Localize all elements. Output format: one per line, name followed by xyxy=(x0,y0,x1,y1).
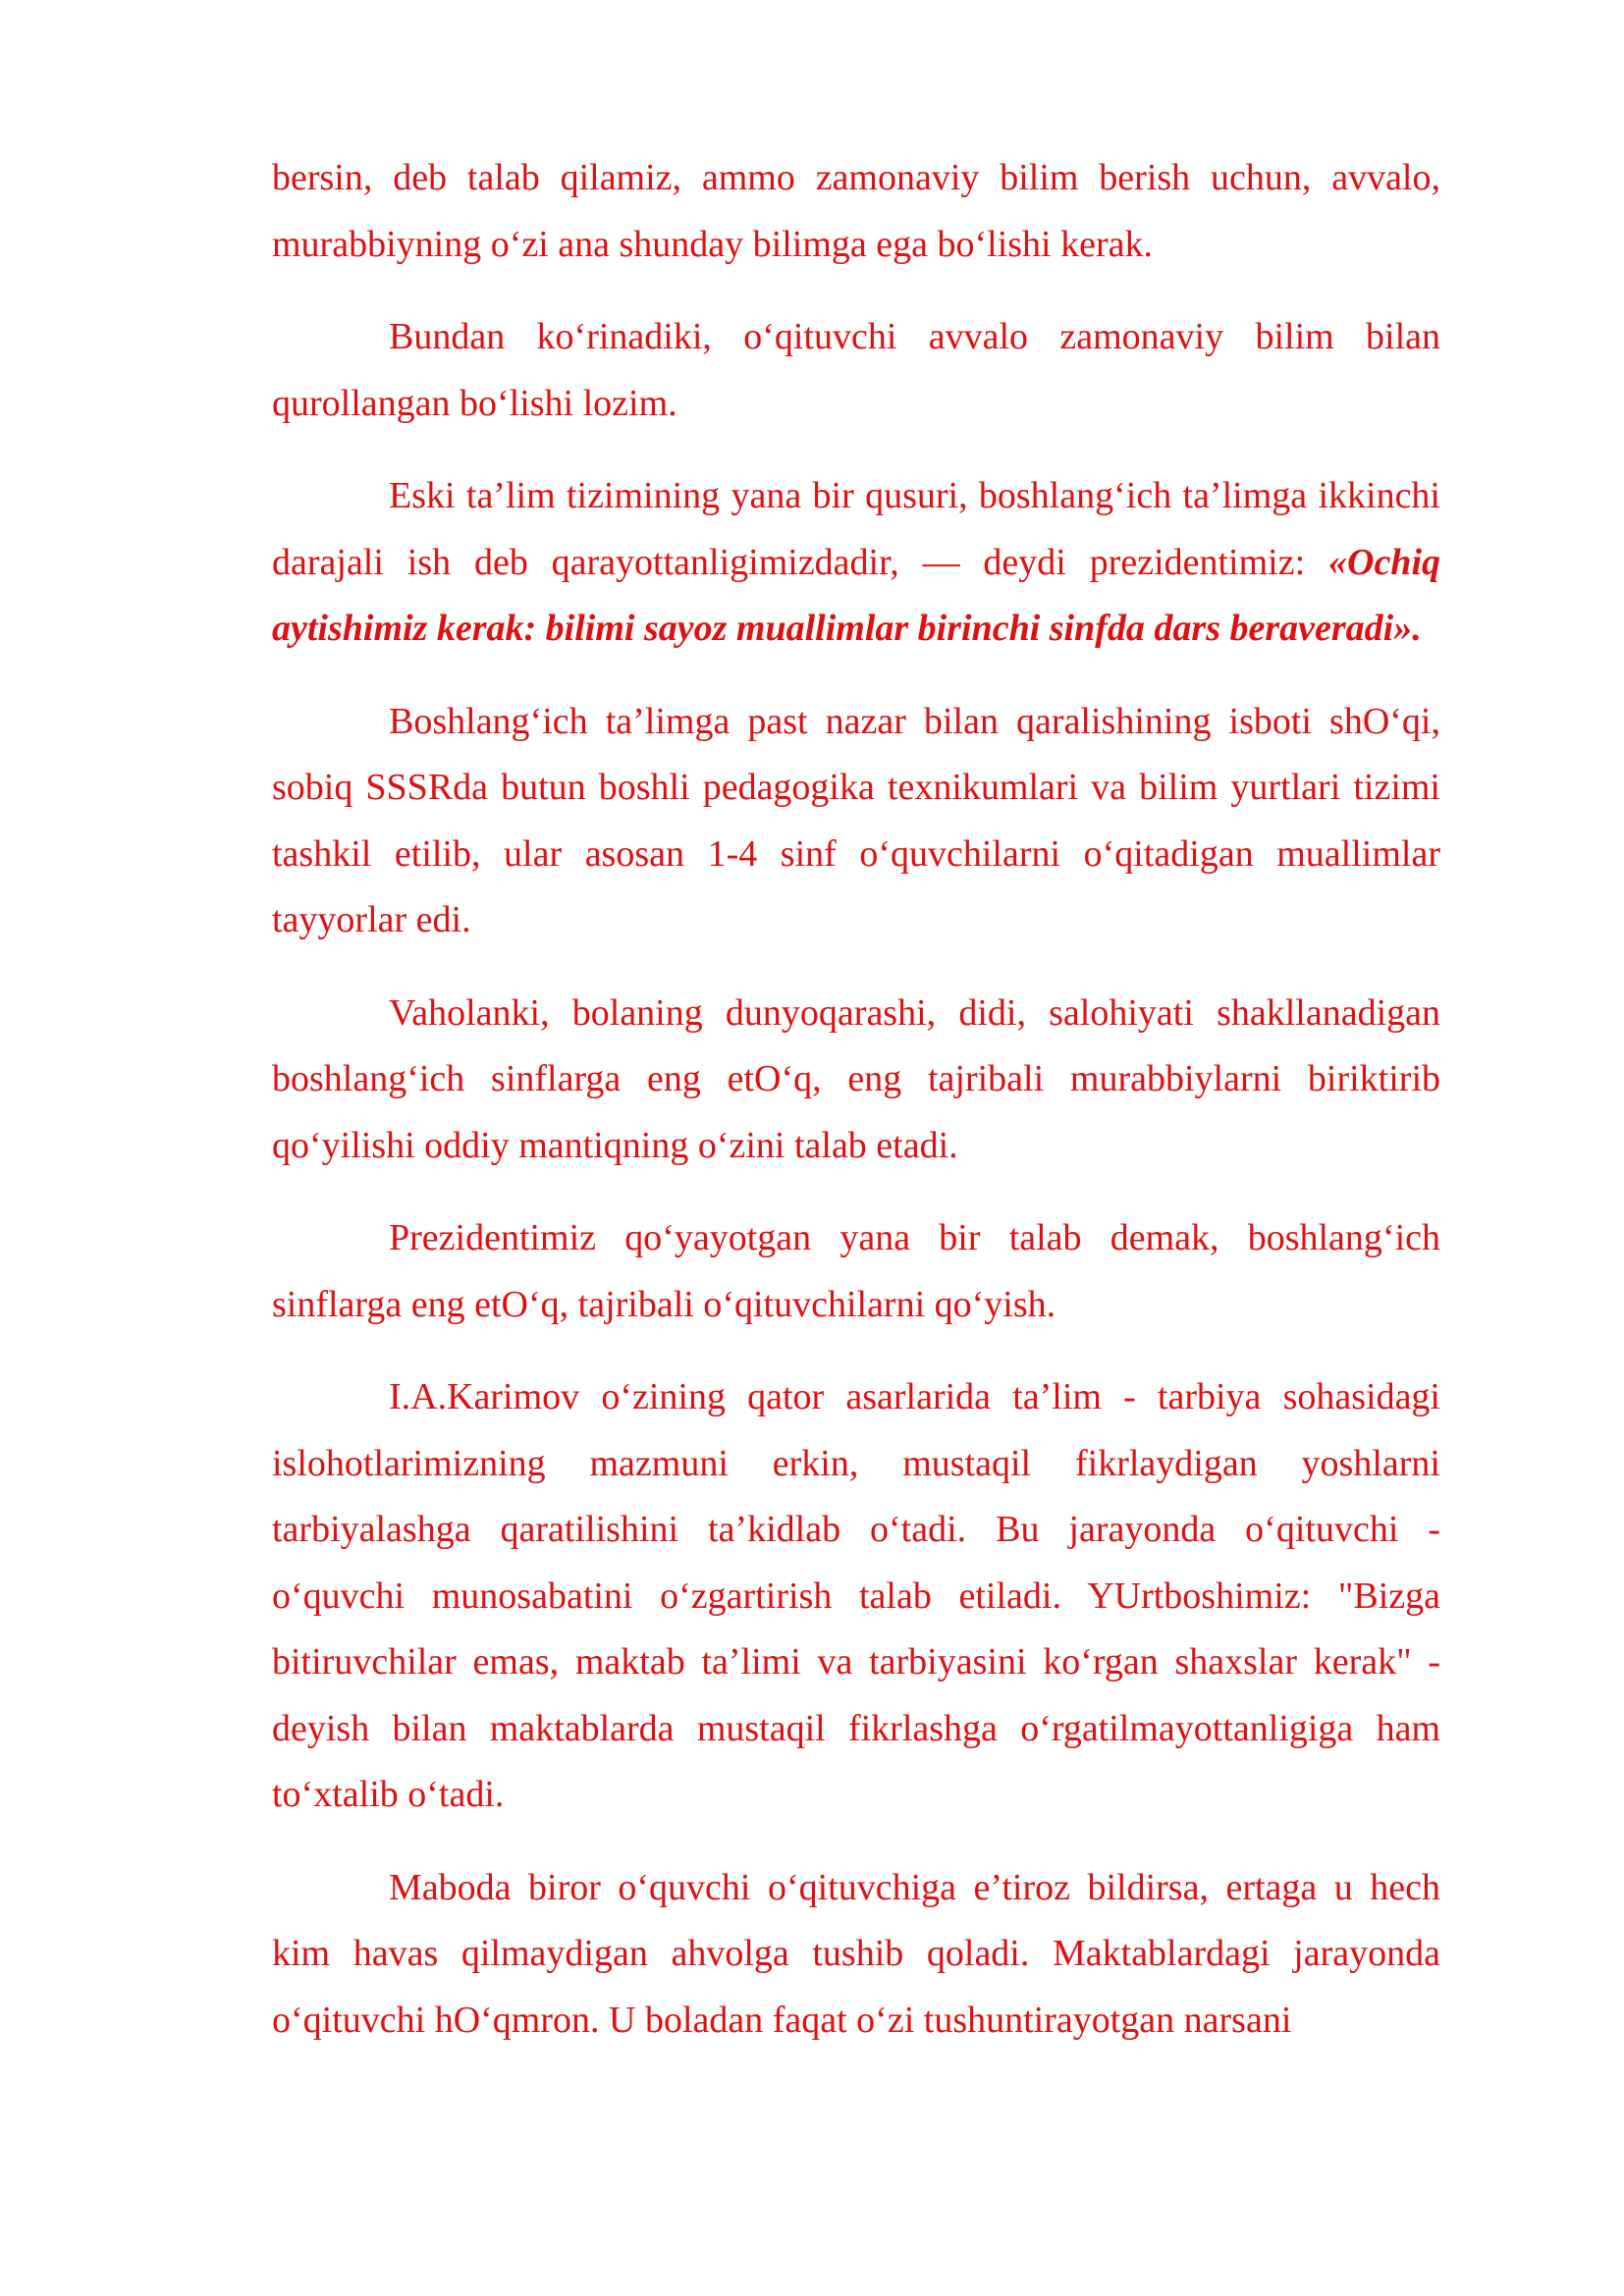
paragraph-3 xyxy=(272,463,1440,663)
paragraph-6: Prezidentimiz qo‘yayotgan yana bir talab demak, boshlang‘ich sinflarga eng etO‘q, tajribali o‘qituvchilarni qo‘yish. xyxy=(272,1217,1440,1325)
paragraph-2: Bundan ko‘rinadiki, o‘qituvchi avvalo zamonaviy bilim bilan qurollangan bo‘lishi lozim. xyxy=(272,316,1440,424)
document-page xyxy=(272,145,1440,2080)
paragraph-4: Boshlang‘ich ta’limga past nazar bilan qaralishining isboti shO‘qi, sobiq SSSRda butun boshli pedagogika texnikumlari va bilim yurtlari tizimi tashkil etilib, ular asosan 1-4 sinf o‘quvchilarni o‘qitadigan muallimlar tayyorlar edi. xyxy=(272,700,1440,940)
paragraph-1: bersin, deb talab qilamiz, ammo zamonaviy bilim berish uchun, avvalo, murabbiyning o‘zi ana shunday bilimga ega bo‘lishi kerak. xyxy=(272,157,1440,265)
paragraph-7: I.A.Karimov o‘zining qator asarlarida ta’lim - tarbiya sohasidagi islohotlarimizning mazmuni erkin, mustaqil fikrlaydigan yoshlarni tarbiyalashga qaratilishini ta’kidlab o‘tadi. Bu jarayonda o‘qituvchi - o‘quvchi munosabatini o‘zgartirish talab etiladi. YUrtboshimiz: "Bizga bitiruvchilar emas, maktab ta’limi va tarbiyasini ko‘rgan shaxslar kerak" - deyish bilan maktablarda mustaqil fikrlashga o‘rgatilmayottanligiga ham to‘xtalib o‘tadi. xyxy=(272,1376,1440,1815)
paragraph-3-text: Eski ta’lim tizimining yana bir qusuri, boshlang‘ich ta’limga ikkinchi darajali ish deb qarayottanligimizdadir, — deydi prezidentimiz: xyxy=(272,475,1440,583)
paragraph-8: Maboda biror o‘quvchi o‘qituvchiga e’tiroz bildirsa, ertaga u hech kim havas qilmaydigan ahvolga tushib qoladi. Maktablardagi jarayonda o‘qituvchi hO‘qmron. U boladan faqat o‘zi tushuntirayotgan narsani xyxy=(272,1866,1440,2041)
president-quote: «Ochiq aytishimiz kerak: bilimi sayoz muallimlar birinchi sinfda dars beraveradi». xyxy=(272,541,1440,649)
paragraph-5: Vaholanki, bolaning dunyoqarashi, didi, salohiyati shakllanadigan boshlang‘ich sinflarga eng etO‘q, eng tajribali murabbiylarni biriktirib qo‘yilishi oddiy mantiqning o‘zini talab etadi. xyxy=(272,991,1440,1166)
